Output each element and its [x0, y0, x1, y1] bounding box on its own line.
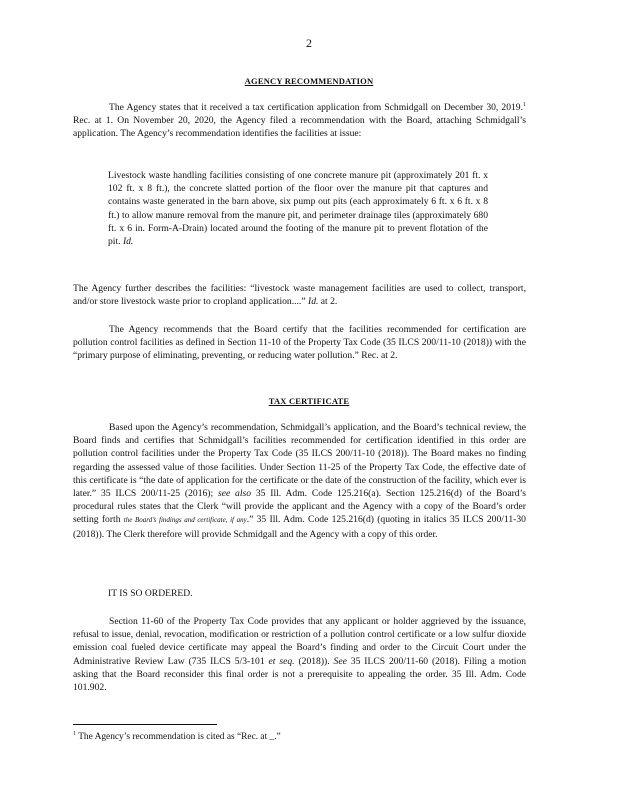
paragraph-board-finding-text-3: .” 35 Ill. Adm. Code 125.216(d) (quoting in italics 35 ILCS 200/11-30 (2018)). The Clerk therefore will provide Schmidgall and the Agency with a copy of this order.: [73, 514, 526, 540]
footnote-text: The Agency’s recommendation is cited as “Rec. at _.”: [78, 732, 281, 742]
paragraph-appeal-rights-text-1: Section 11-60 of the Property Tax Code provides that any applicant or holder aggrieved by the issuance, refusal to issue, denial, revocation, modification or restriction of a pollution control certificate or a low sulfur dioxide emission coal fueled device certificate may appeal the Board’s finding and order to the Circuit Court under the Administrative Review Law (735 ILCS 5/3-101: [73, 616, 526, 667]
paragraph-agency-application: [73, 101, 526, 141]
paragraph-board-finding-see-also: see also: [217, 488, 252, 500]
paragraph-appeal-rights-et-seq: et seq.: [268, 655, 295, 667]
paragraph-agency-describes-pin: at 2.: [320, 296, 338, 308]
paragraph-agency-describes-text: The Agency further describes the facilities: “livestock waste management facilities are used to collect, transport, and/or store livestock waste prior to cropland application....”: [73, 283, 526, 308]
block-quote-text: Livestock waste handling facilities consisting of one concrete manure pit (approximately 201 ft. x 102 ft. x 8 ft.), the concrete slatted portion of the floor over the manure pit that captures and contains waste generated in the barn above, six pump out pits (each approximately 6 ft. x 6 ft. x 8 ft.) to allow manure removal from the manure pit, and perimeter drainage tiles (approximately 680 ft. x 6 in. Form-A-Drain) located around the footing of the manure pit to prevent flotation of the pit.: [108, 170, 488, 248]
footnote: [73, 731, 526, 743]
block-quote-citation: Id.: [122, 236, 134, 248]
paragraph-appeal-rights-see: See: [333, 655, 347, 667]
paragraph-agency-recommends: The Agency recommends that the Board certify that the facilities recommended for certification are pollution control facilities as defined in Section 11-10 of the Property Tax Code (35 ILCS 200/11-10 (2018)) with the “primary purpose of eliminating, preventing, or reducing water pollution.” Rec. at 2.: [73, 324, 526, 362]
paragraph-board-finding-text-1: Based upon the Agency’s recommendation, Schmidgall’s application, and the Board’s technical review, the Board finds and certifies that Schmidgall’s facilities recommended for certification identified in this order are pollution control facilities under the Property Tax Code (35 ILCS 200/11-10 (2018)). The Board makes no finding regarding the assessed value of those facilities. Under Section 11-25 of the Property Tax Code, the effective date of this certificate is “the date of application for the certificate or the date of the construction of the facility, which ever is later.” 35 ILCS 200/11-25 (2016);: [73, 422, 526, 500]
footnote-divider: [73, 724, 217, 725]
paragraph-board-finding-text-2: 35 Ill. Adm. Code 125.216(a). Section 125.216(d) of the Board’s procedural rules states that the Clerk “will provide the applicant and the Agency with a copy of the Board’s order setting forth: [73, 488, 526, 526]
paragraph-board-finding-italic-quote: the Board’s findings and certificate, if any: [123, 516, 247, 525]
block-quote-facilities: [108, 169, 488, 248]
paragraph-appeal-rights-text-2: (2018)).: [298, 655, 330, 667]
paragraph-board-finding: [73, 421, 526, 541]
heading-tax-certificate: TAX CERTIFICATE: [268, 396, 350, 406]
paragraph-agency-application-text-2: Rec. at 1. On November 20, 2020, the Agency filed a recommendation with the Board, attaching Schmidgall’s application. The Agency’s recommendation identifies the facilities at issue:: [73, 115, 526, 140]
heading-agency-recommendation: AGENCY RECOMMENDATION: [244, 76, 374, 86]
paragraph-agency-describes-citation: Id.: [308, 296, 319, 308]
footnote-reference: 1: [523, 101, 526, 108]
paragraph-agency-describes: [73, 282, 526, 308]
paragraph-appeal-rights-text-3: 35 ILCS 200/11-60 (2018). Filing a motion asking that the Board reconsider this final order is not a prerequisite to appealing the order. 35 Ill. Adm. Code 101.902.: [73, 655, 526, 694]
footnote-mark: 1: [73, 730, 76, 737]
ordered-statement: IT IS SO ORDERED.: [108, 588, 193, 599]
paragraph-agency-application-text-1: The Agency states that it received a tax certification application from Schmidgall on December 30, 2019.: [109, 102, 523, 113]
page-number: 2: [306, 36, 312, 50]
paragraph-appeal-rights: [73, 615, 526, 694]
